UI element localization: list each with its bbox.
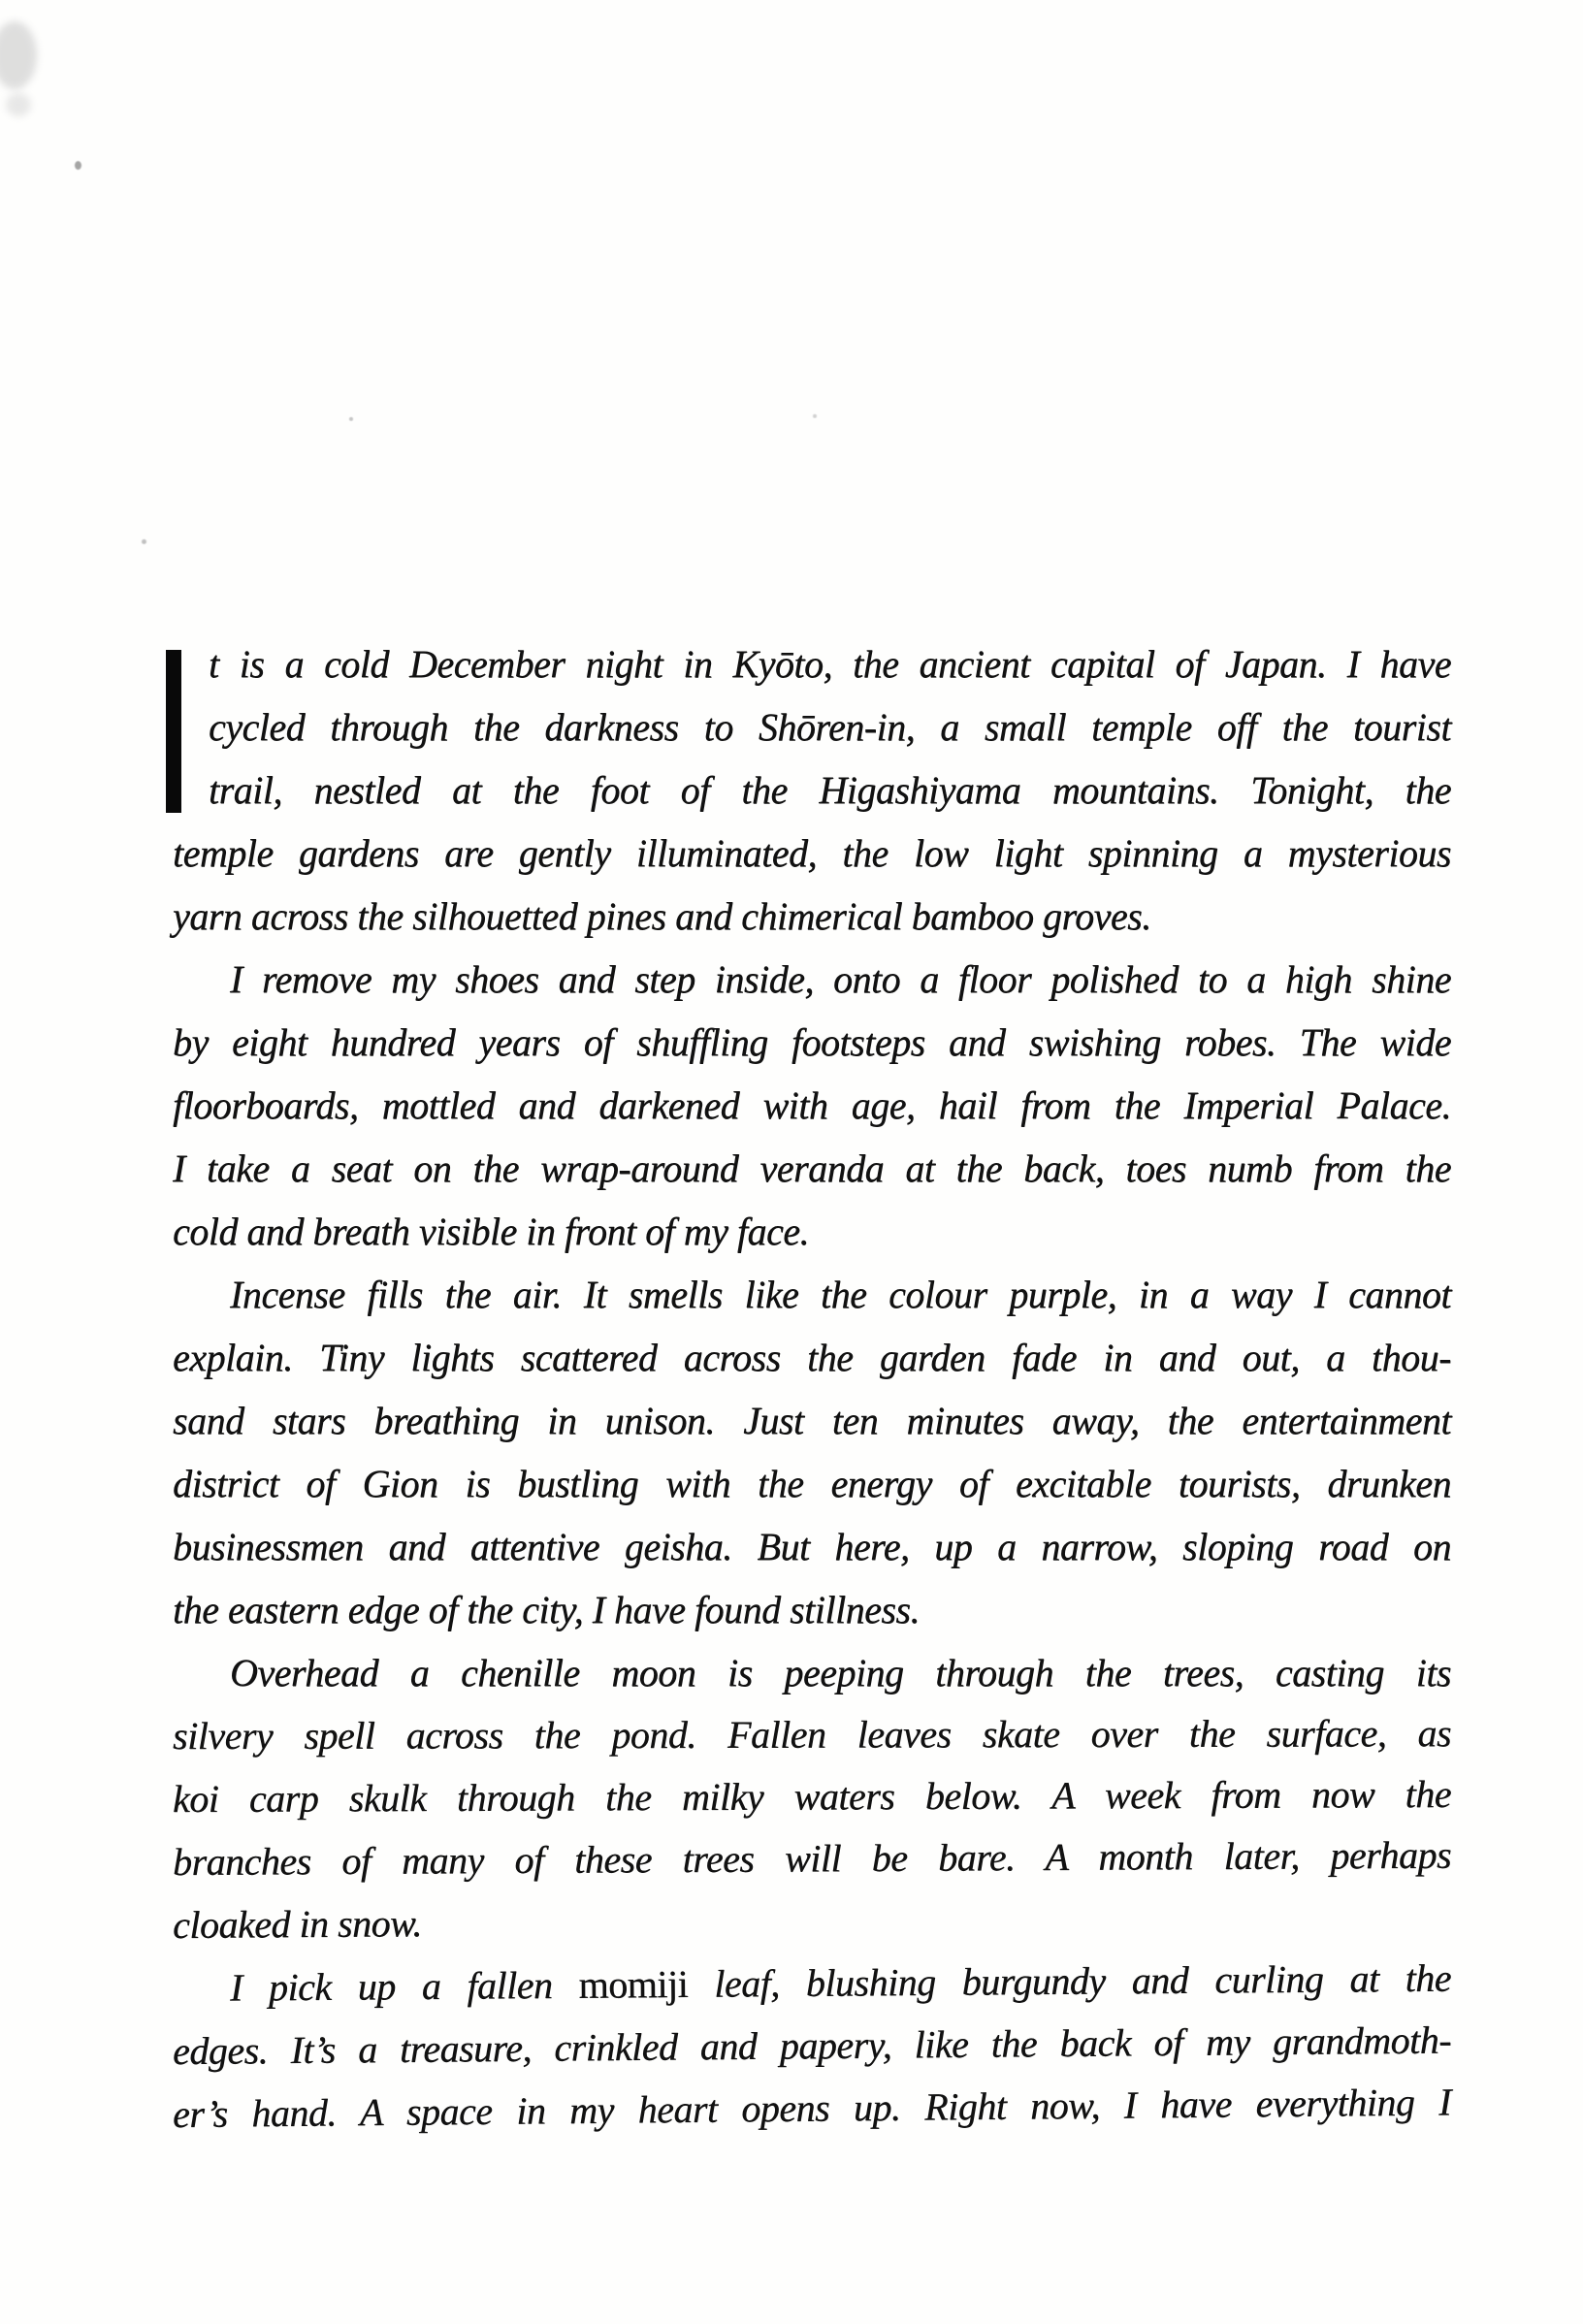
drop-cap-letter-i bbox=[166, 650, 181, 813]
text-line: explain. Tiny lights scattered across the garden fade in and out, a thou- bbox=[173, 1336, 1451, 1379]
paragraph-4 bbox=[173, 1641, 1451, 1956]
scan-smudge bbox=[6, 93, 31, 116]
text-line: branches of many of these trees will be bare. A month later, perhaps bbox=[172, 1832, 1452, 1884]
page-text bbox=[173, 632, 1451, 2146]
text-line: silvery spell across the pond. Fallen leaves skate over the surface, as bbox=[172, 1711, 1452, 1758]
text-segment: leaf, blushing burgundy and curling at the bbox=[687, 1955, 1452, 2006]
text-line: I remove my shoes and step inside, onto a floor polished to a high shine bbox=[230, 957, 1451, 1001]
text-line: Incense fills the air. It smells like the colour purple, in a way I cannot bbox=[230, 1273, 1451, 1316]
text-line: er’s hand. A space in my heart opens up. Right now, I have everything I bbox=[172, 2080, 1452, 2136]
scan-speck bbox=[813, 414, 817, 418]
paragraph-1 bbox=[173, 632, 1451, 948]
text-line: the eastern edge of the city, I have found stillness. bbox=[173, 1588, 920, 1631]
text-line: by eight hundred years of shuffling footsteps and swishing robes. The wide bbox=[173, 1020, 1451, 1064]
text-line: floorboards, mottled and darkened with age, hail from the Imperial Palace. bbox=[173, 1083, 1451, 1127]
scan-speck bbox=[349, 417, 353, 421]
scan-speck bbox=[142, 539, 146, 544]
text-line: t is a cold December night in Kyōto, the ancient capital of Japan. I have bbox=[209, 642, 1451, 686]
text-line: yarn across the silhouetted pines and chimerical bamboo groves. bbox=[173, 894, 1151, 938]
drop-cap-text bbox=[166, 650, 169, 659]
text-line bbox=[173, 1947, 1451, 2019]
text-segment: I pick up a fallen bbox=[229, 1962, 579, 2010]
paragraph-2 bbox=[173, 948, 1451, 1263]
text-line: trail, nestled at the foot of the Higashiyama mountains. Tonight, the bbox=[209, 768, 1451, 812]
text-line: koi carp skulk through the milky waters below. A week from now the bbox=[172, 1771, 1452, 1821]
roman-word: momiji bbox=[578, 1961, 689, 2007]
text-line: edges. It’s a treasure, crinkled and papery, like the back of my grandmoth- bbox=[172, 2017, 1452, 2073]
text-line: sand stars breathing in unison. Just ten minutes away, the entertainment bbox=[173, 1399, 1451, 1442]
text-line: I take a seat on the wrap-around veranda at the back, toes numb from the bbox=[173, 1146, 1451, 1190]
text-line: cold and breath visible in front of my face. bbox=[173, 1210, 810, 1253]
text-line: district of Gion is bustling with the energy of excitable tourists, drunken bbox=[173, 1462, 1451, 1505]
paragraph-5 bbox=[173, 1956, 1451, 2146]
text-line: cycled through the darkness to Shōren-in, a small temple off the tourist bbox=[209, 705, 1451, 749]
text-line: Overhead a chenille moon is peeping through the trees, casting its bbox=[230, 1651, 1451, 1695]
scan-smudge bbox=[0, 21, 37, 89]
text-line: cloaked in snow. bbox=[172, 1901, 422, 1947]
text-line: businessmen and attentive geisha. But here, up a narrow, sloping road on bbox=[173, 1525, 1451, 1568]
paragraph-3 bbox=[173, 1263, 1451, 1641]
text-line: temple gardens are gently illuminated, the low light spinning a mysterious bbox=[173, 831, 1451, 875]
scan-speck bbox=[75, 161, 81, 170]
